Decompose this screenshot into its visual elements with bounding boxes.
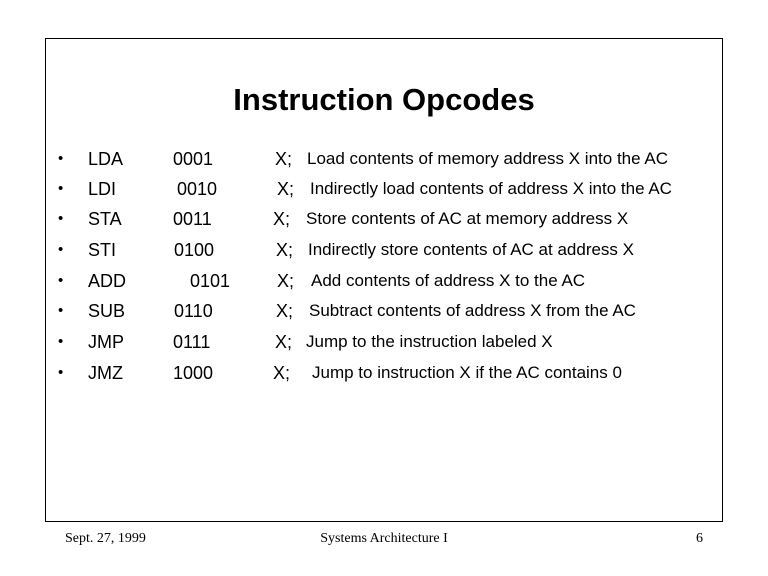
slide-title: Instruction Opcodes — [233, 82, 535, 117]
footer-course-title: Systems Architecture I — [320, 531, 448, 546]
opcode-description: Indirectly load contents of address X into the AC — [310, 179, 672, 198]
opcode-row — [0, 204, 768, 234]
bullet: • — [58, 150, 64, 167]
opcode-mnemonic: STA — [88, 209, 122, 229]
opcode-mnemonic: LDA — [88, 149, 124, 169]
opcode-operand: X; — [273, 209, 291, 229]
opcode-operand: X; — [275, 149, 293, 169]
opcode-code: 0011 — [173, 209, 212, 229]
opcode-row — [0, 358, 768, 388]
opcode-row — [0, 174, 768, 204]
opcode-mnemonic: STI — [88, 240, 117, 260]
opcode-code: 0110 — [174, 301, 213, 321]
bullet: • — [58, 302, 64, 319]
opcode-row — [0, 327, 768, 357]
opcode-operand: X; — [276, 240, 294, 260]
opcode-description: Indirectly store contents of AC at address X — [308, 240, 634, 259]
bullet: • — [58, 180, 64, 197]
opcode-row — [0, 144, 768, 174]
opcode-mnemonic: JMZ — [88, 363, 123, 383]
opcode-row — [0, 296, 768, 326]
opcode-code: 0010 — [177, 179, 218, 199]
bullet: • — [58, 333, 64, 350]
opcode-row — [0, 266, 768, 296]
opcode-description: Store contents of AC at memory address X — [306, 209, 629, 228]
opcode-description: Add contents of address X to the AC — [311, 271, 586, 290]
opcode-description: Load contents of memory address X into the AC — [307, 149, 668, 168]
opcode-mnemonic: SUB — [88, 301, 126, 321]
bullet: • — [58, 241, 64, 258]
opcode-operand: X; — [276, 301, 294, 321]
bullet: • — [58, 210, 64, 227]
opcode-code: 0001 — [173, 149, 214, 169]
opcode-code: 0100 — [174, 240, 215, 260]
bullet: • — [58, 364, 64, 381]
opcode-operand: X; — [277, 271, 295, 291]
opcode-operand: X; — [277, 179, 295, 199]
bullet: • — [58, 272, 64, 289]
opcode-description: Jump to the instruction labeled X — [306, 332, 553, 351]
opcode-operand: X; — [273, 363, 291, 383]
opcode-code: 1000 — [173, 363, 214, 383]
opcode-mnemonic: JMP — [88, 332, 124, 352]
opcode-description: Jump to instruction X if the AC contains 0 — [312, 363, 622, 382]
opcode-operand: X; — [275, 332, 293, 352]
opcode-row — [0, 235, 768, 265]
footer-page-number: 6 — [696, 531, 703, 546]
opcode-code: 0101 — [190, 271, 231, 291]
opcode-mnemonic: ADD — [88, 271, 127, 291]
opcode-mnemonic: LDI — [88, 179, 117, 199]
opcode-description: Subtract contents of address X from the AC — [309, 301, 636, 320]
opcode-code: 0111 — [173, 332, 211, 352]
footer-date: Sept. 27, 1999 — [65, 531, 146, 546]
